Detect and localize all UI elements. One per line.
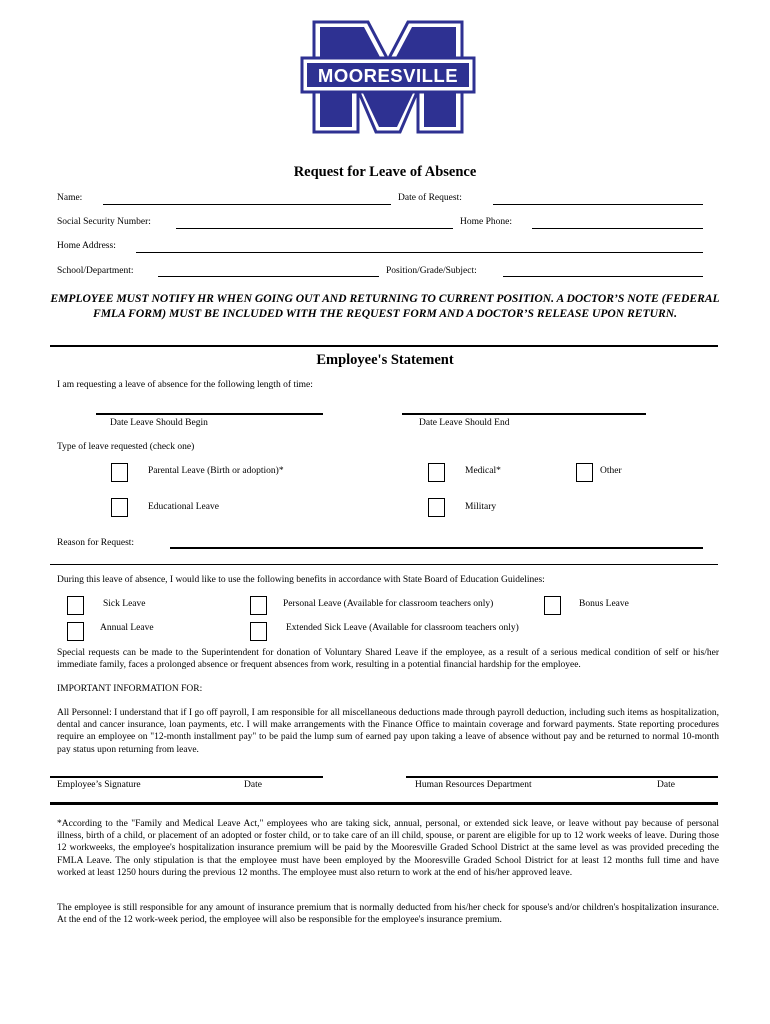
reason-field[interactable] [170,547,703,549]
extended-sick-leave-checkbox[interactable] [250,622,267,641]
bonus-leave-label: Bonus Leave [579,599,629,609]
home-phone-field[interactable] [532,228,703,229]
school-department-field[interactable] [158,276,379,277]
date-begin-field[interactable] [96,413,323,415]
hr-signature-field[interactable] [406,776,718,778]
date-begin-label: Date Leave Should Begin [110,418,208,428]
military-label: Military [465,502,497,512]
extended-sick-leave-label: Extended Sick Leave (Available for classroom teachers only) [286,623,519,633]
other-label: Other [600,466,622,476]
name-field[interactable] [103,204,391,205]
hr-signature-label: Human Resources Department [415,780,532,790]
logo-text: MOORESVILLE [317,65,459,86]
fmla-note: *According to the "Family and Medical Leave Act," employees who are taking sick, annual, personal, or extended sick leave, or leave without pay because of personal illness, birth of a child, or placement of an adopted or foster child, or to take care of an ill child, spouse, or parent are eligible for up to 12 work weeks of leave. During those 12 workweeks, the employee's hospitalization insurance premium will be paid by the Mooresville Graded School District at the same level as was provided preceding the FMLA Leave. The only stipulation is that the employee must have been employed by the Mooresville Graded School District for at least 12 months full time and have worked at least 1250 hours during the previous 12 months. The employee must also return to work at the end of his/her approved leave. [57,819,719,878]
personal-leave-label: Personal Leave (Available for classroom teachers only) [283,599,494,609]
reason-label: Reason for Request: [57,538,135,548]
divider [50,345,718,347]
sick-leave-label: Sick Leave [103,599,146,609]
date-of-request-label: Date of Request: [398,193,462,203]
home-address-label: Home Address: [57,241,116,251]
important-heading: IMPORTANT INFORMATION FOR: [57,684,203,694]
hr-date-label: Date [657,780,675,790]
home-address-field[interactable] [136,252,703,253]
annual-leave-label: Annual Leave [100,623,154,633]
parental-leave-label: Parental Leave (Birth or adoption)* [148,466,284,476]
form-title: Request for Leave of Absence [293,164,477,180]
parental-leave-checkbox[interactable] [111,463,128,482]
sick-leave-checkbox[interactable] [67,596,84,615]
benefits-intro: During this leave of absence, I would like to use the following benefits in accordance with State Board of Education Guidelines: [57,575,545,585]
employee-date-label: Date [244,780,262,790]
divider [50,564,718,565]
educational-leave-checkbox[interactable] [111,498,128,517]
hr-notice: EMPLOYEE MUST NOTIFY HR WHEN GOING OUT AND RETURNING TO CURRENT POSITION. A DOCTOR’S NOTE (FEDERAL FMLA FORM) MUST BE INCLUDED WITH THE REQUEST FORM AND A DOCTOR’S RELEASE UPON RETURN. [50,292,720,320]
date-end-field[interactable] [402,413,646,415]
position-field[interactable] [503,276,703,277]
all-personnel-paragraph: All Personnel: I understand that if I go off payroll, I am responsible for all miscellaneous deductions made through payroll deduction, including such items as hospitalization, dental and cancer insurance, loan payments, etc. I will make arrangements with the Finance Office to maintain coverage and forward payments. State reporting procedures require an employee on "12-month installment pay" to be paid the lump sum of earned pay upon taking a leave of absence without pay and be returned to normal 10-month pay status upon returning from leave. [57,708,719,755]
insurance-note: The employee is still responsible for any amount of insurance premium that is normally deducted from his/her check for spouse's and/or children's hospitalization insurance. At the end of the 12 work-week period, the employee will also be responsible for the employee's insurance premium. [57,903,719,926]
name-label: Name: [57,193,83,203]
ssn-field[interactable] [176,228,453,229]
date-end-label: Date Leave Should End [419,418,510,428]
divider [50,802,718,805]
statement-heading: Employee's Statement [316,352,454,368]
statement-intro: I am requesting a leave of absence for the following length of time: [57,380,313,390]
ssn-label: Social Security Number: [57,217,151,227]
position-label: Position/Grade/Subject: [386,266,477,276]
annual-leave-checkbox[interactable] [67,622,84,641]
leave-type-label: Type of leave requested (check one) [57,442,195,452]
employee-signature-field[interactable] [50,776,323,778]
employee-signature-label: Employee’s Signature [57,780,141,790]
medical-checkbox[interactable] [428,463,445,482]
medical-label: Medical* [465,466,501,476]
special-requests-paragraph: Special requests can be made to the Superintendent for donation of Voluntary Shared Leave if the employee, as a result of a serious medical condition of self or his/her immediate family, faces a prolonged absence or frequent absences from work, resulting in a potential financial hardship for the employee. [57,648,719,671]
personal-leave-checkbox[interactable] [250,596,267,615]
educational-leave-label: Educational Leave [148,502,219,512]
bonus-leave-checkbox[interactable] [544,596,561,615]
other-checkbox[interactable] [576,463,593,482]
date-of-request-field[interactable] [493,204,703,205]
district-logo [300,20,476,134]
home-phone-label: Home Phone: [460,217,512,227]
military-checkbox[interactable] [428,498,445,517]
school-department-label: School/Department: [57,266,134,276]
